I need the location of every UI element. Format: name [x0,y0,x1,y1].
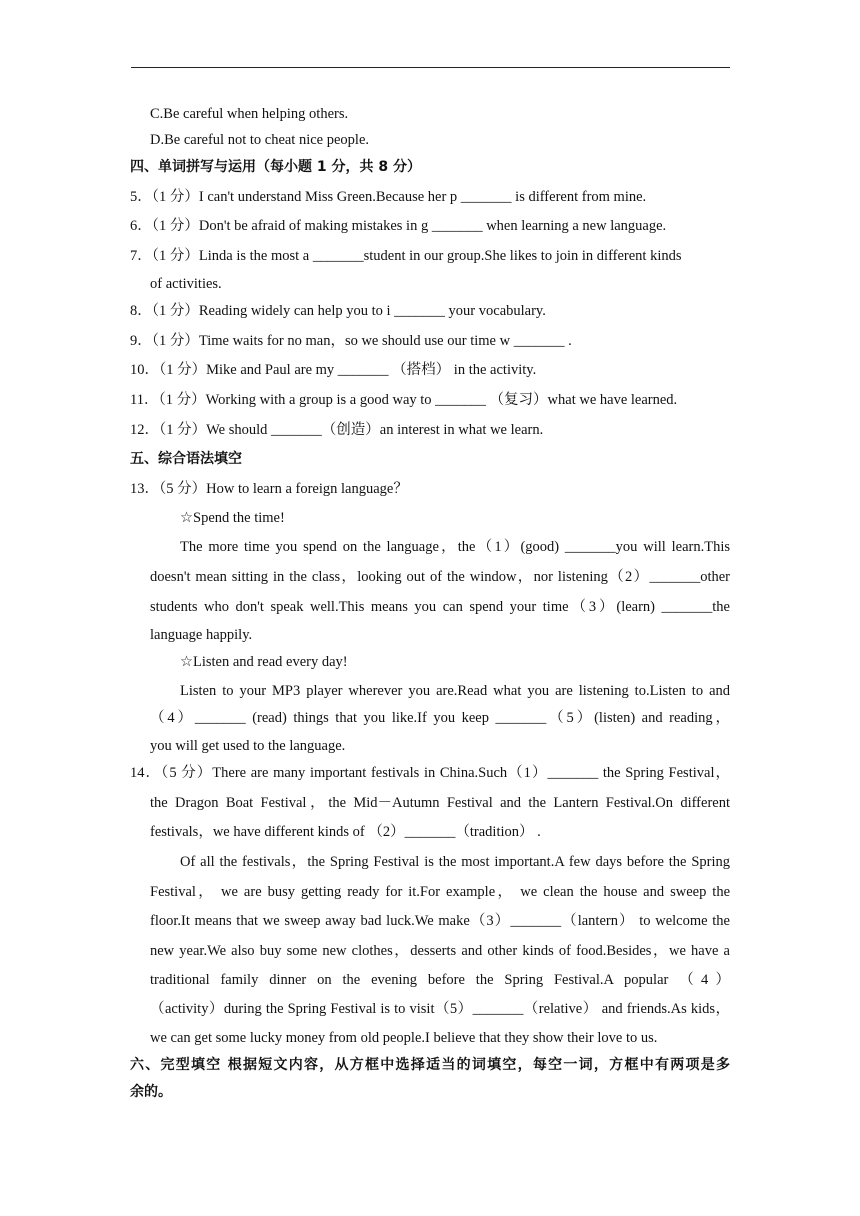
question-10: 10．（1 分）Mike and Paul are my _______ （搭档） in the activity. [130,362,537,378]
q14-paragraph-2-line-4: new year.We also buy some new clothes，desserts and other kinds of food.Besides，we have a [150,943,730,959]
header-rule [131,67,730,68]
q13-paragraph-1-line-4: language happily. [150,627,253,643]
section-6-title-cont: 余的。 [130,1084,172,1100]
question-11: 11．（1 分）Working with a group is a good way to _______ （复习）what we have learned. [130,392,678,408]
q14-line-3: festivals，we have different kinds of （2）_______（tradition） . [150,824,541,840]
question-7-cont: of activities. [150,276,222,292]
q14-paragraph-2-line-7: we can get some lucky money from old people.I believe that they show their love to us. [150,1030,658,1046]
question-8: 8．（1 分）Reading widely can help you to i _______ your vocabulary. [130,303,546,319]
q14-paragraph-2-line-6: （activity）during the Spring Festival is to visit（5）_______（relative） and friends.As kids， [150,1001,730,1017]
option-c: C.Be careful when helping others. [150,106,349,122]
q14-paragraph-2-line-5: traditional family dinner on the evening before the Spring Festival.A popular （4） [150,972,730,988]
section-6-title: 六、完型填空 根据短文内容，从方框中选择适当的词填空，每空一词，方框中有两项是多 [130,1057,730,1073]
q14-paragraph-2-line-1: Of all the festivals，the Spring Festival is the most important.A few days before the Spring [180,854,730,870]
q13-paragraph-1-line-1: The more time you spend on the language，the（1）(good) _______you will learn.This [180,539,730,555]
question-7: 7．（1 分）Linda is the most a _______student in our group.She likes to join in different kinds [130,248,682,264]
q13-subheading-2: ☆Listen and read every day! [180,654,348,670]
q13-paragraph-2-line-2: （4）_______ (read) things that you like.If you keep _______（5）(listen) and reading， [150,710,730,726]
q14-line-2: the Dragon Boat Festival，the Mid－Autumn Festival and the Lantern Festival.On different [150,795,730,811]
question-14: 14．（5 分）There are many important festivals in China.Such（1）_______ the Spring Festival， [130,765,730,781]
question-5: 5．（1 分）I can't understand Miss Green.Because her p _______ is different from mine. [130,189,647,205]
section-5-title: 五、综合语法填空 [130,451,242,467]
section-4-title: 四、单词拼写与运用（每小题 1 分，共 8 分） [130,159,421,175]
q13-subheading-1: ☆Spend the time! [180,510,285,526]
q13-paragraph-2-line-3: you will get used to the language. [150,738,346,754]
q13-paragraph-1-line-3: students who don't speak well.This means you can spend your time（3）(learn) _______the [150,599,730,615]
q14-paragraph-2-line-2: Festival， we are busy getting ready for it.For example， we clean the house and sweep the [150,884,730,900]
question-6: 6．（1 分）Don't be afraid of making mistakes in g _______ when learning a new language. [130,218,667,234]
question-12: 12．（1 分）We should _______（创造）an interest in what we learn. [130,422,544,438]
q13-paragraph-1-line-2: doesn't mean sitting in the class，looking out of the window，nor listening（2）_______other [150,569,730,585]
question-13: 13．（5 分）How to learn a foreign language？ [130,481,408,497]
q14-paragraph-2-line-3: floor.It means that we sweep away bad luck.We make（3）_______（lantern） to welcome the [150,913,730,929]
question-9: 9．（1 分）Time waits for no man，so we should use our time w _______ . [130,333,572,349]
q13-paragraph-2-line-1: Listen to your MP3 player wherever you are.Read what you are listening to.Listen to and [180,683,730,699]
option-d: D.Be careful not to cheat nice people. [150,132,370,148]
